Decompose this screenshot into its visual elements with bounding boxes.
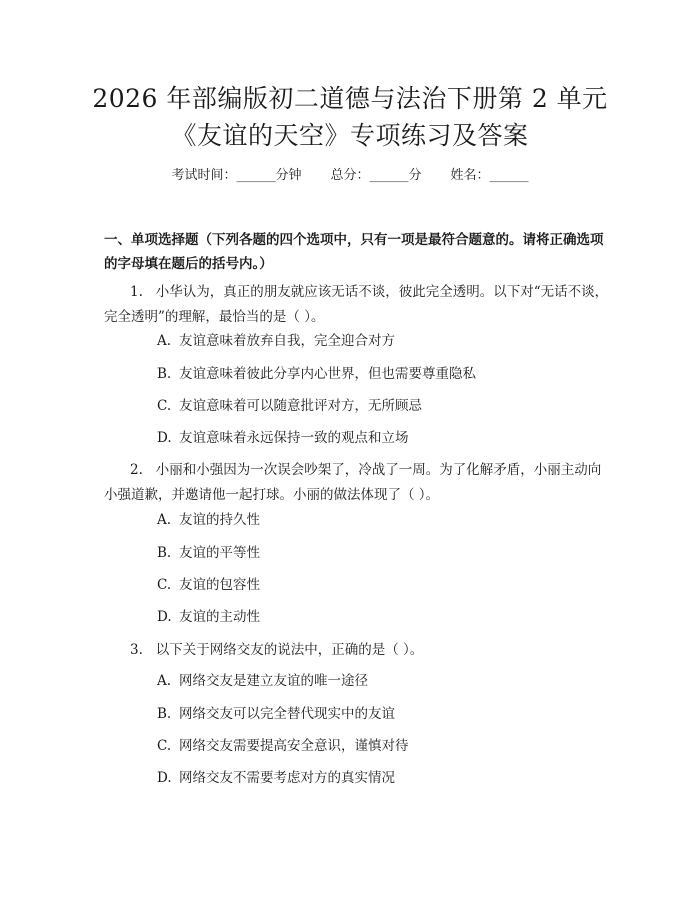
- question: [104, 638, 614, 663]
- option-key: D.: [157, 609, 172, 625]
- option-key: C.: [157, 738, 172, 754]
- option-text: 网络交友是建立友谊的唯一途径: [179, 673, 368, 689]
- option: [157, 543, 617, 563]
- option-key: A.: [157, 333, 172, 349]
- option-text: 友谊的包容性: [179, 577, 260, 593]
- option-key: C.: [157, 398, 172, 414]
- option: [157, 396, 617, 416]
- option: [157, 510, 617, 530]
- option: [157, 575, 617, 595]
- option-text: 友谊的平等性: [179, 545, 260, 561]
- option: [157, 704, 617, 724]
- option-text: 网络交友可以完全替代现实中的友谊: [179, 706, 395, 722]
- question-text: 小华认为，真正的朋友就应该无话不谈，彼此完全透明。以下对“无话不谈，完全透明”的理解，最恰当的是（ ）。: [104, 284, 609, 325]
- exam-score: 总分：______分: [330, 168, 422, 183]
- question: [104, 280, 614, 330]
- question: [104, 458, 614, 508]
- exam-meta: [0, 166, 700, 186]
- option-text: 网络交友需要提高安全意识，谨慎对待: [179, 738, 409, 754]
- option-text: 友谊意味着可以随意批评对方，无所顾忌: [179, 398, 422, 414]
- option-text: 友谊的持久性: [179, 512, 260, 528]
- option-key: D.: [157, 770, 172, 786]
- option-text: 友谊意味着放弃自我，完全迎合对方: [179, 333, 395, 349]
- section-heading: 一、单项选择题（下列各题的四个选项中，只有一项是最符合题意的。请将正确选项的字母填在题后的括号内。）: [104, 232, 604, 272]
- option-key: A.: [157, 673, 172, 689]
- option: [157, 331, 617, 351]
- option-key: B.: [157, 545, 172, 561]
- option-text: 友谊的主动性: [179, 609, 260, 625]
- option: [157, 607, 617, 627]
- option-text: 网络交友不需要考虑对方的真实情况: [179, 770, 395, 786]
- option: [157, 768, 617, 788]
- exam-time: 考试时间：______分钟: [171, 168, 302, 183]
- student-name: 姓名：______: [450, 168, 529, 183]
- option-key: A.: [157, 512, 172, 528]
- question-text: 小丽和小强因为一次误会吵架了，冷战了一周。为了化解矛盾，小丽主动向小强道歉，并邀请他一起打球。小丽的做法体现了（ ）。: [104, 462, 602, 503]
- option-text: 友谊意味着永远保持一致的观点和立场: [179, 430, 409, 446]
- question-number: 3.: [130, 642, 143, 658]
- option-key: C.: [157, 577, 172, 593]
- option: [157, 736, 617, 756]
- option: [157, 364, 617, 384]
- document-title-line2: 《友谊的天空》专项练习及答案: [171, 121, 529, 150]
- option-key: B.: [157, 366, 172, 382]
- option-key: B.: [157, 706, 172, 722]
- question-number: 2.: [130, 462, 143, 478]
- option: [157, 428, 617, 448]
- document-title-line1: 2026 年部编版初二道德与法治下册第 2 单元: [92, 84, 608, 113]
- question-text: 以下关于网络交友的说法中，正确的是（ ）。: [155, 642, 424, 658]
- option-key: D.: [157, 430, 172, 446]
- option: [157, 671, 617, 691]
- question-number: 1.: [130, 284, 143, 300]
- option-text: 友谊意味着彼此分享内心世界，但也需要尊重隐私: [179, 366, 476, 382]
